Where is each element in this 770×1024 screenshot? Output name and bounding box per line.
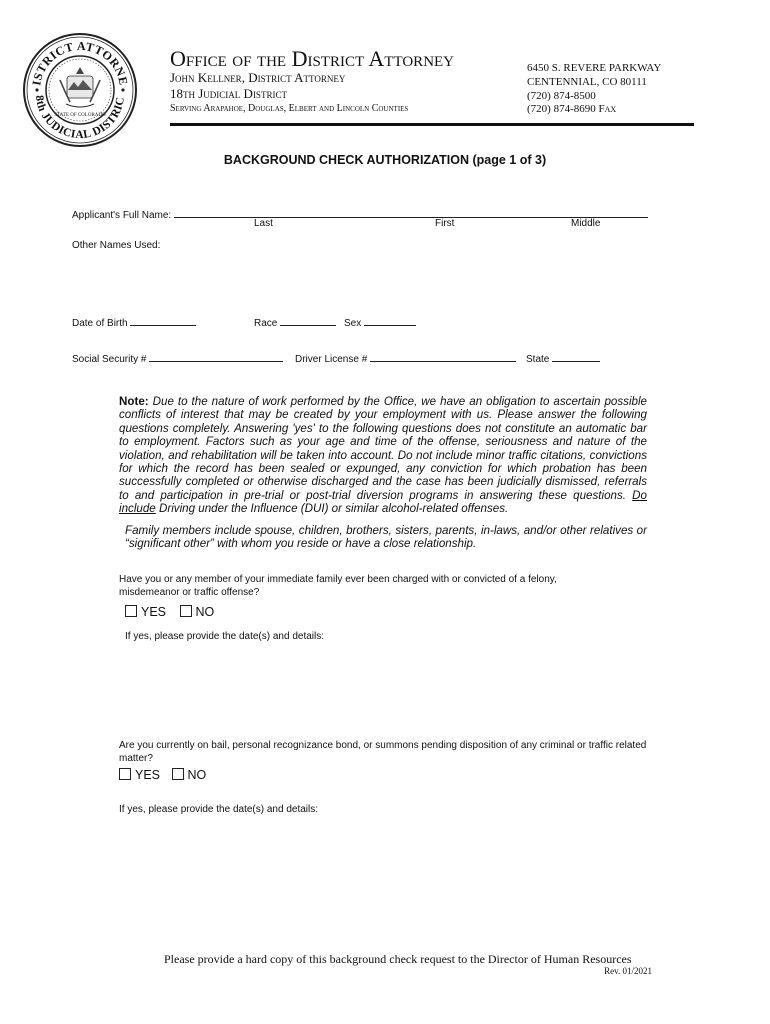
state-row bbox=[526, 349, 600, 365]
q2-no-checkbox[interactable] bbox=[172, 768, 184, 780]
ssn-field[interactable] bbox=[149, 349, 283, 362]
dl-field[interactable] bbox=[370, 349, 516, 362]
race-label: Race bbox=[254, 318, 278, 329]
q2-yes-option[interactable]: YES bbox=[119, 768, 160, 782]
dl-row bbox=[295, 349, 516, 365]
sex-label: Sex bbox=[344, 318, 362, 329]
q2-yes-checkbox[interactable] bbox=[119, 768, 131, 780]
footer-instruction: Please provide a hard copy of this background check request to the Director of Human Resources bbox=[164, 952, 632, 966]
header-divider bbox=[170, 123, 694, 126]
revision-date: Rev. 01/2021 bbox=[604, 966, 652, 976]
dl-label: Driver License # bbox=[295, 354, 368, 365]
note-label: Note: bbox=[119, 395, 149, 408]
svg-text:18th JUDICIAL DISTRICT: 8th JUDICIAL DISTRIC bbox=[32, 94, 128, 142]
q2-no-option[interactable]: NO bbox=[172, 768, 207, 782]
q1-yes-checkbox[interactable] bbox=[125, 605, 137, 617]
question-2: Are you currently on bail, personal recognizance bond, or summons pending disposition of any criminal or traffic related matter? bbox=[119, 740, 647, 764]
q1-no-checkbox[interactable] bbox=[180, 605, 192, 617]
office-title: Office of the District Attorney bbox=[170, 46, 455, 71]
ssn-label: Social Security # bbox=[72, 354, 147, 365]
phone-number: (720) 874-8500 bbox=[527, 90, 596, 102]
q2-options bbox=[119, 768, 206, 782]
race-field[interactable] bbox=[280, 313, 336, 326]
fax-number: (720) 874-8690 Fax bbox=[527, 103, 617, 115]
first-name-caption: First bbox=[435, 218, 455, 229]
ssn-row bbox=[72, 349, 283, 365]
note-paragraph bbox=[119, 395, 647, 516]
district-name: 18th Judicial District bbox=[170, 86, 287, 101]
full-name-row bbox=[72, 205, 648, 221]
address-line-1: 6450 S. REVERE PARKWAY bbox=[527, 62, 662, 74]
q1-no-option[interactable]: NO bbox=[180, 605, 215, 619]
svg-text:STATE OF COLORADO: STATE OF COLORADO bbox=[54, 113, 106, 118]
full-name-field[interactable] bbox=[174, 205, 648, 218]
district-attorney-seal bbox=[22, 32, 138, 148]
q1-yes-option[interactable]: YES bbox=[125, 605, 166, 619]
dob-label: Date of Birth bbox=[72, 318, 128, 329]
question-1: Have you or any member of your immediate family ever been charged with or convicted of a felony, misdemeanor or traffic offense? bbox=[119, 574, 557, 598]
state-field[interactable] bbox=[552, 349, 600, 362]
note-do-include: Do include bbox=[119, 488, 647, 516]
family-definition: Family members include spouse, children, brothers, sisters, parents, in-laws, and/or other relatives or “significant other” with whom you reside or have a close relationship. bbox=[125, 524, 647, 551]
full-name-label: Applicant's Full Name: bbox=[72, 210, 172, 221]
q1-details-label: If yes, please provide the date(s) and details: bbox=[125, 631, 325, 642]
other-names-field[interactable] bbox=[165, 238, 645, 288]
other-names-label: Other Names Used: bbox=[72, 240, 161, 251]
svg-text:DISTRICT ATTORNEY: ISTRICT ATTORNE bbox=[29, 38, 131, 87]
q2-details-label: If yes, please provide the date(s) and details: bbox=[119, 804, 319, 815]
seal-emblem-icon bbox=[22, 32, 138, 148]
sex-row bbox=[344, 313, 416, 329]
middle-name-caption: Middle bbox=[571, 218, 601, 229]
note-dui-text: Driving under the Influence (DUI) or similar alcohol-related offenses. bbox=[158, 502, 509, 516]
q1-details-field[interactable] bbox=[125, 648, 645, 728]
last-name-caption: Last bbox=[254, 218, 273, 229]
attorney-name: John Kellner, District Attorney bbox=[170, 70, 346, 85]
note-text: Due to the nature of work performed by the Office, we have an obligation to ascertain possible conflicts of interest that may be created by your employment with us. Please answer the following questions completely. Answering 'yes' to the following questions does not constitute an automatic bar to employment. Factors such as your age and time of the offense, seriousness and nature of the violation, and rehabilitation will be taken into account. Do not include minor traffic citations, convictions for which the record has been sealed or expunged, any conviction for which probation has been successfully completed or otherwise discharged and the case has been judicially dismissed, referrals to and participation in pre-trial or post-trial diversion programs in answering these questions. bbox=[119, 395, 647, 502]
dob-field[interactable] bbox=[130, 313, 196, 326]
form-title: BACKGROUND CHECK AUTHORIZATION (page 1 of 3) bbox=[223, 153, 547, 167]
address-line-2: CENTENNIAL, CO 80111 bbox=[527, 76, 647, 88]
sex-field[interactable] bbox=[364, 313, 416, 326]
race-row bbox=[254, 313, 336, 329]
q1-options bbox=[125, 605, 214, 619]
serving-counties: Serving Arapahoe, Douglas, Elbert and Lincoln Counties bbox=[170, 103, 409, 114]
dob-row bbox=[72, 313, 196, 329]
q2-details-field[interactable] bbox=[119, 822, 645, 932]
state-label: State bbox=[526, 354, 550, 365]
